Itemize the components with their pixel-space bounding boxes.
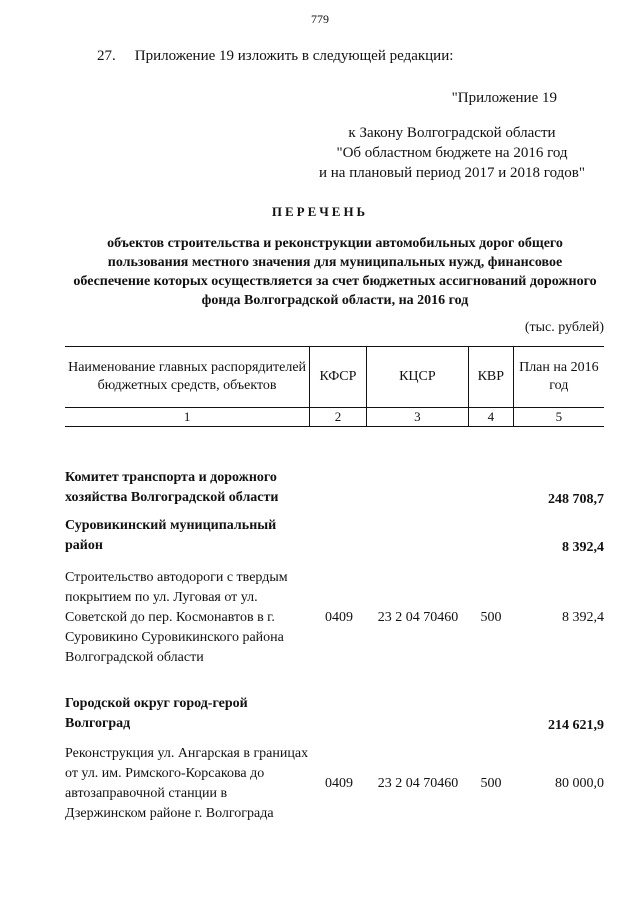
row-name: Комитет транспорта и дорожного хозяйства Волгоградской области [65, 470, 279, 505]
row-name: Суровикинский муниципальный район [65, 518, 277, 553]
header-kfsr: КФСР [310, 347, 367, 407]
row-name: Строительство автодороги с твердым покрытием по ул. Луговая от ул. Советской до пер. Космонавтов в г. Суровикино Суровикинского района Волгоградской области [65, 570, 288, 665]
item-text: Приложение 19 изложить в следующей редакции: [134, 48, 454, 64]
row-name: Реконструкция ул. Ангарская в границах от ул. им. Римского-Корсакова до автозаправочной станции в Дзержинском районе г. Волгограда [65, 746, 309, 821]
row-amount: 80 000,0 [555, 776, 604, 791]
column-number: 1 [65, 408, 310, 426]
column-number: 4 [469, 408, 514, 426]
table-row [65, 468, 604, 508]
row-kcsr: 23 2 04 70460 [377, 776, 459, 791]
column-number-row [65, 408, 604, 427]
row-amount: 214 621,9 [548, 718, 604, 733]
row-name: Городской округ город-герой Волгоград [65, 696, 248, 731]
objects-table [65, 346, 604, 821]
table-row [65, 744, 604, 824]
header-plan: План на 2016 год [519, 360, 599, 393]
table-row [65, 568, 604, 668]
row-kfsr: 0409 [325, 776, 353, 791]
appendix-title: "Приложение 19 [451, 90, 557, 106]
table-row [65, 694, 604, 734]
item-number: 27. [97, 48, 116, 64]
row-kvr: 500 [480, 610, 502, 625]
header-kcsr: КЦСР [367, 347, 469, 407]
header-name: Наименование главных распорядителей бюджетных средств, объектов [65, 347, 310, 407]
document-subheading: объектов строительства и реконструкции автомобильных дорог общего пользования местного значения для муниципальных нужд, финансовое обеспечение которых осуществляется за счет бюджетных ассигнований дорожного фонда Волгоградской области, на 2016 год [73, 236, 597, 308]
table-row [65, 516, 604, 556]
row-kfsr: 0409 [325, 610, 353, 625]
column-number: 5 [555, 409, 563, 424]
table-header-row [65, 346, 604, 408]
column-number: 2 [310, 408, 367, 426]
row-amount: 248 708,7 [548, 492, 604, 507]
document-heading: ПЕРЕЧЕНЬ [271, 204, 369, 219]
column-number: 3 [367, 408, 469, 426]
amendment-item [97, 48, 453, 65]
row-kcsr: 23 2 04 70460 [377, 610, 459, 625]
appendix-reference [307, 88, 597, 183]
header-kvr: КВР [469, 347, 514, 407]
appendix-line-3: и на плановый период 2017 и 2018 годов" [319, 165, 585, 181]
row-kvr: 500 [480, 776, 502, 791]
row-amount: 8 392,4 [562, 610, 604, 625]
page-number: 779 [311, 12, 329, 26]
row-amount: 8 392,4 [562, 540, 604, 555]
units-label: (тыс. рублей) [524, 320, 604, 335]
appendix-line-1: к Закону Волгоградской области [348, 125, 556, 141]
appendix-line-2: "Об областном бюджете на 2016 год [336, 145, 568, 161]
